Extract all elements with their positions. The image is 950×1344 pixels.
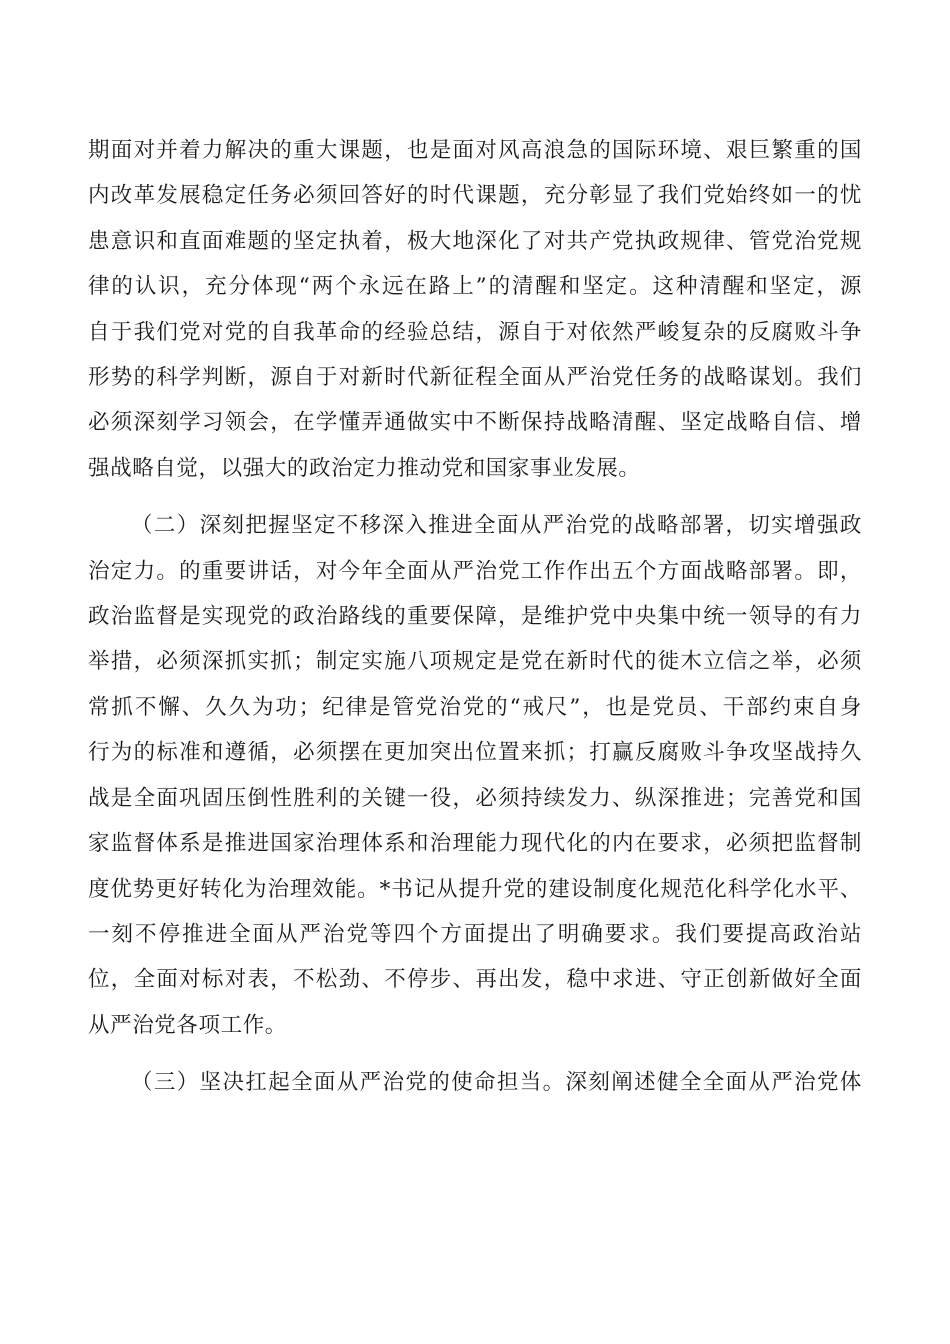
paragraph-1	[88, 128, 862, 491]
text-line: 常抓不懈、久久为功；纪律是管党治党的“戒尺”，也是党员、干部约束自身	[88, 694, 862, 720]
text-line: 政治监督是实现党的政治路线的重要保障，是维护党中央集中统一领导的有力	[88, 604, 862, 630]
text-line: 治定力。的重要讲话，对今年全面从严治党工作作出五个方面战略部署。即，	[88, 558, 862, 584]
text-line: 行为的标准和遵循，必须摆在更加突出位置来抓；打赢反腐败斗争攻坚战持久	[88, 740, 862, 766]
text-line: 从严治党各项工作。	[88, 1012, 287, 1038]
text-line: 举措，必须深抓实抓；制定实施八项规定是党在新时代的徙木立信之举，必须	[88, 649, 862, 675]
text-line: 强战略自觉，以强大的政治定力推动党和国家事业发展。	[88, 455, 641, 481]
text-line: （二）深刻把握坚定不移深入推进全面从严治党的战略部署，切实增强政	[131, 513, 862, 539]
text-line: 形势的科学判断，源自于对新时代新征程全面从严治党任务的战略谋划。我们	[88, 365, 862, 391]
text-line: 内改革发展稳定任务必须回答好的时代课题，充分彰显了我们党始终如一的忧	[88, 183, 862, 209]
body-text	[88, 128, 862, 1118]
paragraph-2	[88, 503, 862, 1048]
text-line: 战是全面巩固压倒性胜利的关键一役，必须持续发力、纵深推进；完善党和国	[88, 785, 862, 811]
text-line: 自于我们党对党的自我革命的经验总结，源自于对依然严峻复杂的反腐败斗争	[88, 319, 862, 345]
text-line: 患意识和直面难题的坚定执着，极大地深化了对共产党执政规律、管党治党规	[88, 228, 862, 254]
text-line: 度优势更好转化为治理效能。*书记从提升党的建设制度化规范化科学化水平、	[88, 876, 862, 902]
text-line: 期面对并着力解决的重大课题，也是面对风高浪急的国际环境、艰巨繁重的国	[88, 138, 862, 163]
text-line: 律的认识，充分体现“两个永远在路上”的清醒和坚定。这种清醒和坚定，源	[88, 274, 862, 300]
text-line: 位，全面对标对表，不松劲、不停步、再出发，稳中求进、守正创新做好全面	[88, 967, 862, 993]
text-line: 家监督体系是推进国家治理体系和治理能力现代化的内在要求，必须把监督制	[88, 831, 862, 857]
text-line: 一刻不停推进全面从严治党等四个方面提出了明确要求。我们要提高政治站	[88, 921, 862, 947]
text-line: （三）坚决扛起全面从严治党的使命担当。深刻阐述健全全面从严治党体	[131, 1070, 862, 1096]
text-line: 必须深刻学习领会，在学懂弄通做实中不断保持战略清醒、坚定战略自信、增	[88, 410, 862, 436]
paragraph-3	[88, 1060, 862, 1105]
